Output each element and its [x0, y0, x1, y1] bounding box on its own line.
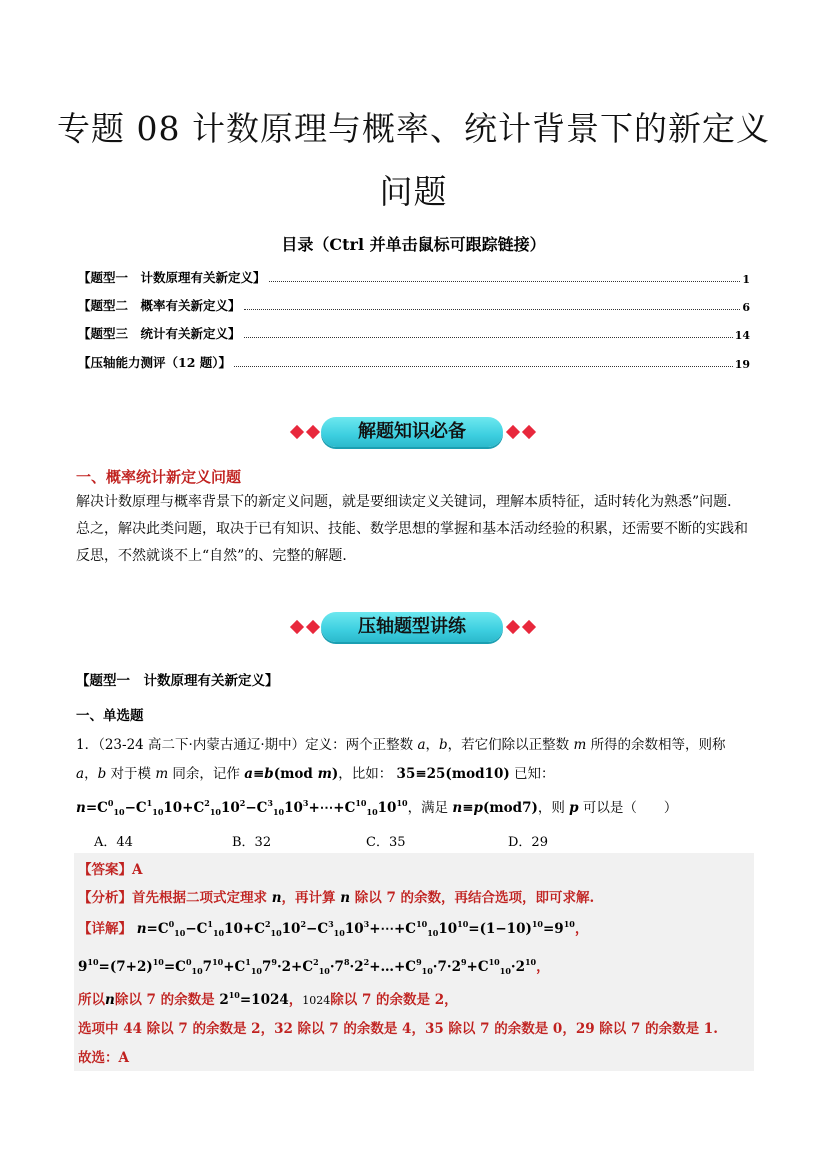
question-text-line: a，b 对于模 m 同余，记作 a≡b(mod m)，比如： 35≡25(mod10) 已知： [76, 766, 555, 782]
section-heading: 一、概率统计新定义问题 [76, 468, 242, 486]
toc-item[interactable] [78, 324, 750, 342]
detail-line-4: 选项中 44 除以 7 的余数是 2，32 除以 7 的余数是 4，35 除以 7 的余数是 0，29 除以 7 的余数是 1. [78, 1021, 718, 1037]
banner-label: 压轴题型讲练 [321, 612, 503, 642]
section-banner-knowledge [0, 414, 827, 450]
option-d[interactable]: D．29 [508, 835, 548, 850]
toc-leader-dots [244, 309, 741, 310]
toc-item-page: 1 [742, 273, 750, 286]
option-b[interactable]: B．32 [232, 835, 272, 850]
question-subheading: 一、单选题 [76, 708, 144, 724]
toc-item-page: 19 [734, 358, 750, 371]
diamond-ornament-right [506, 620, 540, 634]
toc-item-page: 14 [734, 329, 750, 342]
toc-item-page: 6 [742, 301, 750, 314]
detail-line-1: 【详解】 $n=C^0_{10}-C^1_{10}10+C^2_{10}10^2-C^3_{10}10^3+\cdots+C^{10}_{10}10^{10}=(1-10)^{10}=9^{10}$， [78, 919, 589, 938]
toc-heading: 目录（Ctrl 并单击鼠标可跟踪链接） [281, 235, 546, 254]
option-c[interactable]: C．35 [366, 835, 406, 850]
question-text-line: 1．（23-24 高二下·内蒙古通辽·期中）定义：两个正整数 a，b，若它们除以正整数 m 所得的余数相等，则称 [76, 737, 726, 753]
toc-item[interactable] [78, 296, 750, 314]
diamond-ornament-left [290, 620, 324, 634]
answer-line: 【答案】A [78, 862, 143, 878]
toc-leader-dots [244, 337, 733, 338]
question-formula-line: $n=C^0_{10}-C^1_{10}10+C^2_{10}10^2-C^3_{10}10^3+\cdots+C^{10}_{10}10^{10}$，满足 n≡p(mod7)，则 p 可以是（ ） [76, 798, 678, 817]
final-choice: 故选：A [78, 1050, 129, 1066]
banner-label: 解题知识必备 [321, 417, 503, 447]
toc-leader-dots [269, 281, 741, 282]
detail-line-3: 所以n除以 7 的余数是 $2^{10}=1024$，1024除以 7 的余数是 2， [78, 990, 458, 1008]
diamond-ornament-right [506, 425, 540, 439]
section-banner-practice [0, 609, 827, 645]
document-title-line2: 问题 [379, 172, 448, 211]
analysis-line: 【分析】首先根据二项式定理求 n，再计算 n 除以 7 的余数，再结合选项，即可求解. [78, 890, 595, 906]
detail-line-2: $9^{10}=(7+2)^{10}=C^0_{10}7^{10}+C^1_{10}7^9\cdot 2+C^2_{10}\cdot 7^8\cdot 2^2+\dots+C^9_{10}\cdot 7\cdot 2^9+C^{10}_{10}\cdot 2^{10}$， [78, 957, 550, 976]
option-a[interactable]: A．44 [94, 835, 133, 850]
question-type-heading: 【题型一 计数原理有关新定义】 [76, 673, 279, 689]
toc-item-label: 【压轴能力测评（12 题）】 [78, 355, 231, 370]
toc-item-label: 【题型三 统计有关新定义】 [78, 326, 241, 341]
toc-item-label: 【题型二 概率有关新定义】 [78, 298, 241, 313]
toc-item-label: 【题型一 计数原理有关新定义】 [78, 270, 266, 285]
diamond-ornament-left [290, 425, 324, 439]
toc-item[interactable] [78, 268, 750, 286]
document-title-line1: 专题 08 计数原理与概率、统计背景下的新定义 [57, 109, 770, 148]
toc-item[interactable] [78, 353, 750, 371]
intro-paragraph: 解决计数原理与概率背景下的新定义问题，就是要细读定义关键词，理解本质特征，适时转化为熟悉”问题．总之，解决此类问题，取决于已有知识、技能、数学思想的掌握和基本活动经验的积累，还需要不断的实践和反思，不然就谈不上“自然”的、完整的解题． [76, 494, 748, 564]
toc-leader-dots [234, 366, 733, 367]
